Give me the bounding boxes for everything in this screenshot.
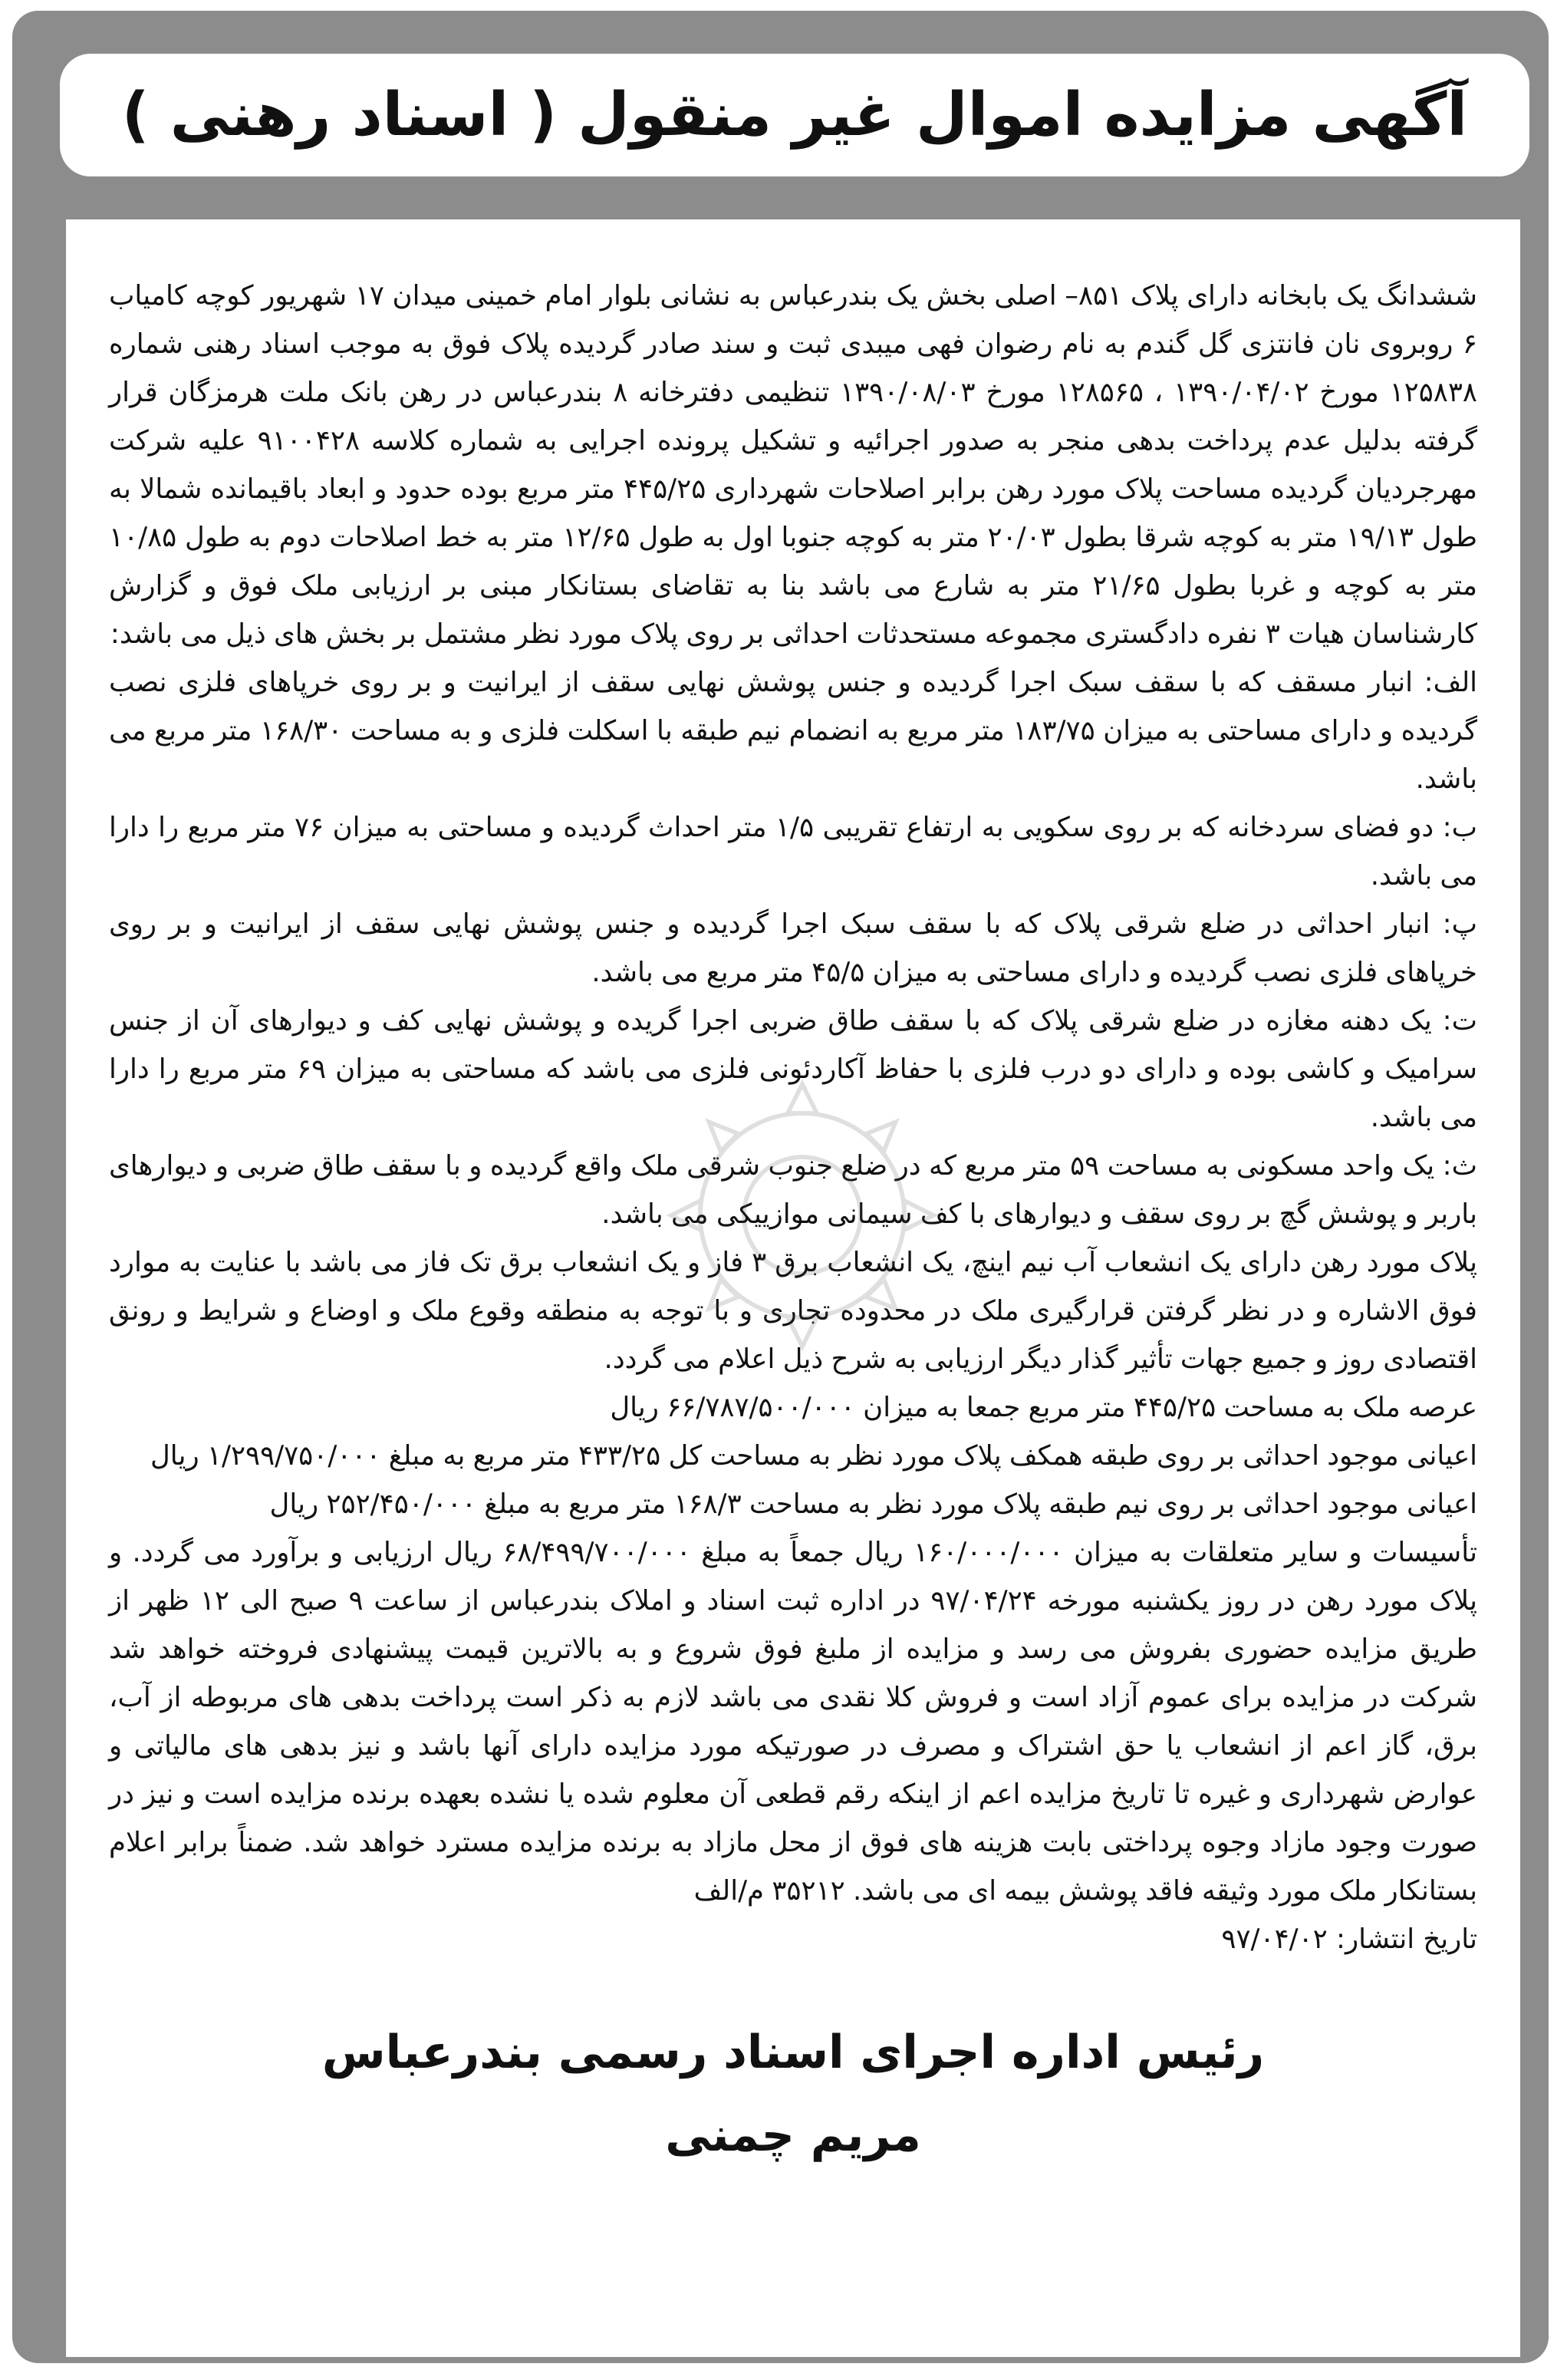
paragraph-item-alef: الف: انبار مسقف که با سقف سبک اجرا گردیده و جنس پوشش نهایی سقف از ایرانیت و بر روی خرپاهای فلزی نصب گردیده و دارای مساحتی به میزان ۱۸۳/۷۵ متر مربع به انضمام نیم طبقه با اسکلت فلزی و به مساحت ۱۶۸/۳۰ متر مربع می باشد. — [109, 667, 1477, 795]
page-title: آگهی مزایده اموال غیر منقول ( اسناد رهنی ) — [121, 81, 1468, 150]
paragraph-auction-terms: تأسیسات و سایر متعلقات به میزان ۱۶۰/۰۰۰/۰۰۰ ریال جمعاً به مبلغ ۶۸/۴۹۹/۷۰۰/۰۰۰ ریال ارزیابی و برآورد می گردد. و پلاک مورد رهن در روز یکشنبه مورخه ۹۷/۰۴/۲۴ در اداره ثبت اسناد و املاک بندرعباس از ساعت ۹ صبح الی ۱۲ ظهر از طریق مزایده حضوری بفروش می رسد و مزایده از ملبغ فوق شروع و به بالاترین قیمت پیشنهادی فروخته خواهد شد شرکت در مزایده برای عموم آزاد است و فروش کلا نقدی می باشد لازم به ذکر است پرداخت بدهی های مربوطه از آب، برق، گاز اعم از انشعاب یا حق اشتراک و مصرف در صورتیکه مورد مزایده دارای آنها باشد و نیز بدهی های مالیاتی و عوارض شهرداری و غیره تا تاریخ مزایده اعم از اینکه رقم قطعی آن معلوم شده یا نشده بعهده برنده مزایده است و نیز در صورت وجود مازاد وجوه پرداختی بابت هزینه های فوق از محل مازاد به برنده مزایده مسترد خواهد شد. ضمناً برابر اعلام بستانکار ملک مورد وثیقه فاقد پوشش بیمه ای می باشد. ۳۵۲۱۲ م/الف — [109, 1537, 1478, 1907]
valuation-mezzanine: اعیانی موجود احداثی بر روی نیم طبقه پلاک مورد نظر به مساحت ۱۶۸/۳ متر مربع به مبلغ ۲۵۲/۴۵۰/۰۰۰ ریال — [269, 1488, 1477, 1520]
publication-date: تاریخ انتشار: ۹۷/۰۴/۰۲ — [1221, 1923, 1477, 1955]
paragraph-item-be: ب: دو فضای سردخانه که بر روی سکویی به ارتفاع تقریبی ۱/۵ متر احداث گردیده و مساحتی به میزان ۷۶ متر مربع را دارا می باشد. — [109, 812, 1478, 892]
notice-body — [109, 272, 1477, 1915]
signature-office: رئیس اداره اجرای اسناد رسمی بندرعباس — [321, 2026, 1265, 2079]
signature-block — [109, 2011, 1477, 2177]
title-banner — [60, 54, 1529, 176]
valuation-ground-floor: اعیانی موجود احداثی بر روی طبقه همکف پلاک مورد نظر به مساحت کل ۴۳۳/۲۵ متر مربع به مبلغ ۱/۲۹۹/۷۵۰/۰۰۰ ریال — [150, 1440, 1477, 1472]
paragraph-property-description: ششدانگ یک بابخانه دارای پلاک ۸۵۱– اصلی بخش یک بندرعباس به نشانی بلوار امام خمینی میدان ۱۷ شهریور کوچه کامیاب ۶ روبروی نان فانتزی گل گندم به نام رضوان فهی میبدی ثبت و سند صادر گردیده پلاک فوق به موجب اسناد رهنی شماره ۱۲۵۸۳۸ مورخ ۱۳۹۰/۰۴/۰۲ ، ۱۲۸۵۶۵ مورخ ۱۳۹۰/۰۸/۰۳ تنظیمی دفترخانه ۸ بندرعباس در رهن بانک ملت هرمزگان قرار گرفته بدلیل عدم پرداخت بدهی منجر به صدور اجرائیه و تشکیل پرونده اجرایی به شماره کلاسه ۹۱۰۰۴۲۸ علیه شرکت مهرجردیان گردیده مساحت پلاک مورد رهن برابر اصلاحات شهرداری ۴۴۵/۲۵ متر مربع بوده حدود و ابعاد باقیمانده شمالا به طول ۱۹/۱۳ متر به کوچه شرقا بطول ۲۰/۰۳ متر به کوچه جنوبا اول به طول ۱۲/۶۵ متر به خط اصلاحات دوم به طول ۱۰/۸۵ متر به کوچه و غربا بطول ۲۱/۶۵ متر به شارع می باشد بنا به تقاضای بستانکار مبنی بر ارزیابی ملک فوق و گزارش کارشناسان هیات ۳ نفره دادگستری مجموعه مستحدثات احداثی بر روی پلاک مورد نظر مشتمل بر بخش های ذیل می باشد: — [109, 280, 1478, 650]
paragraph-item-te: ت: یک دهنه مغازه در ضلع شرقی پلاک که با سقف طاق ضربی اجرا گریده و پوشش نهایی کف و دیوارهای آن از جنس سرامیک و کاشی بوده و دارای دو درب فلزی با حفاظ آکاردئونی فلزی می باشد که مساحتی به میزان ۶۹ متر مربع را دارا می باشد. — [109, 1005, 1477, 1133]
paragraph-item-pe: پ: انبار احداثی در ضلع شرقی پلاک که با سقف سبک اجرا گردیده و جنس پوشش نهایی سقف از ایرانیت و بر روی خرپاهای فلزی نصب گردیده و دارای مساحتی به میزان ۴۵/۵ متر مربع می باشد. — [109, 908, 1477, 988]
signature-name: مریم چمنی — [665, 2108, 921, 2162]
notice-frame — [12, 11, 1549, 2363]
paragraph-utilities: پلاک مورد رهن دارای یک انشعاب آب نیم اینچ، یک انشعاب برق ۳ فاز و یک انشعاب برق تک فاز می باشد با عنایت به موارد فوق الاشاره و در نظر گرفتن قرارگیری ملک در محدوده تجاری و با توجه به منطقه وقوع ملک و اوضاع و شرایط و رونق اقتصادی روز و جمیع جهات تأثیر گذار دیگر ارزیابی به شرح ذیل اعلام می گردد. — [109, 1247, 1477, 1375]
notice-content — [66, 219, 1520, 2357]
paragraph-item-se: ث: یک واحد مسکونی به مساحت ۵۹ متر مربع که در ضلع جنوب شرقی ملک واقع گردیده و با سقف طاق ضربی و دیوارهای باربر و پوشش گچ بر روی سقف و دیوارهای با کف سیمانی موازییکی می باشد. — [109, 1150, 1477, 1230]
valuation-land: عرصه ملک به مساحت ۴۴۵/۲۵ متر مربع جمعا به میزان ۶۶/۷۸۷/۵۰۰/۰۰۰ ریال — [610, 1392, 1477, 1423]
